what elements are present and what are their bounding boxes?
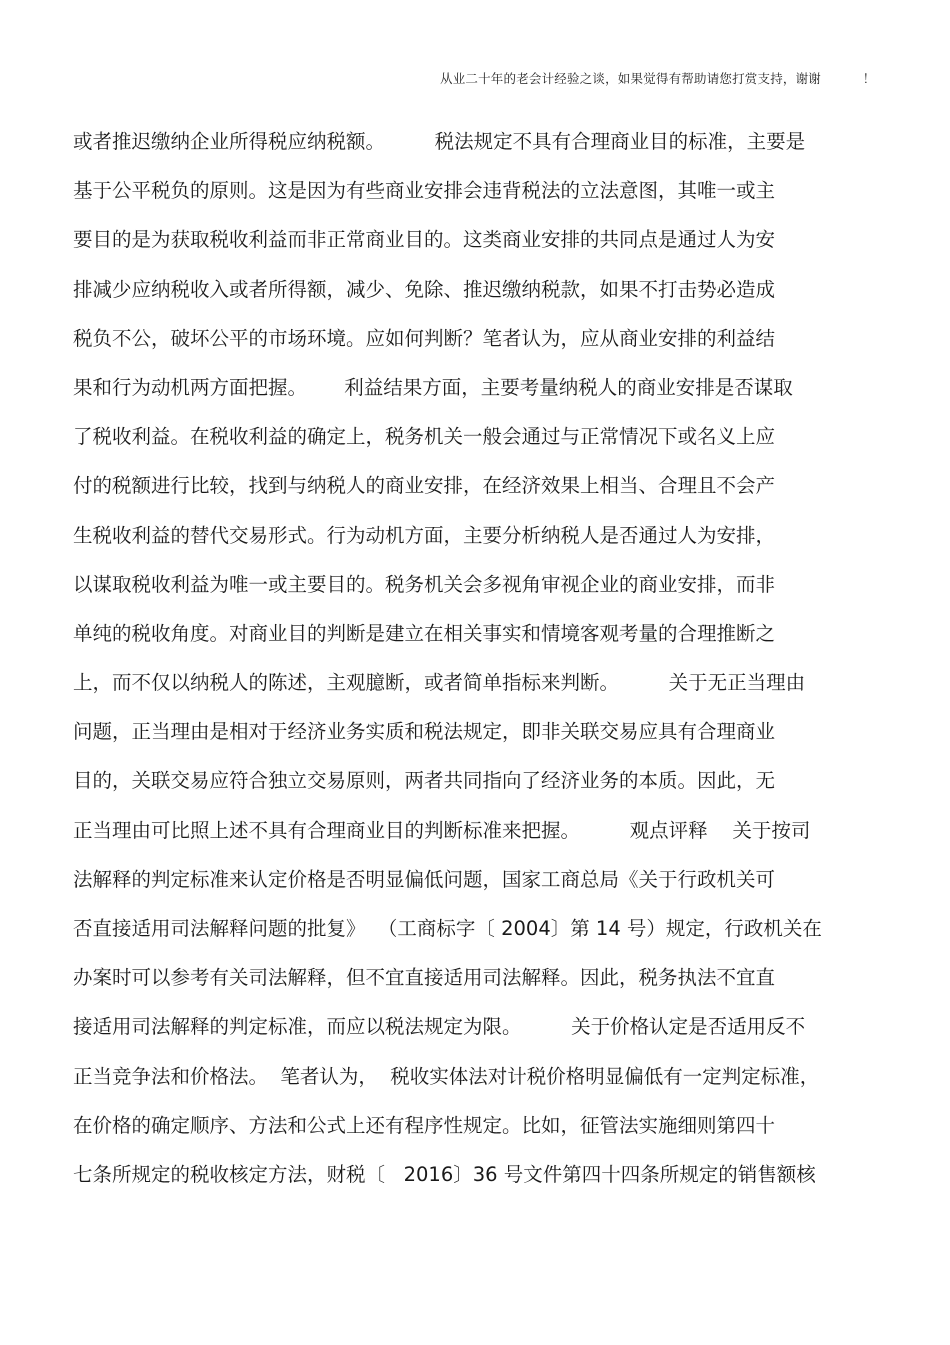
text-line: 税负不公，破坏公平的市场环境。应如何判断？笔者认为，应从商业安排的利益结 [73, 326, 776, 350]
text-line: 以谋取税收利益为唯一或主要目的。税务机关会多视角审视企业的商业安排，而非 [73, 572, 776, 596]
text-line: 基于公平税负的原则。这是因为有些商业安排会违背税法的立法意图，其唯一或主 [73, 179, 776, 203]
text-line: 生税收利益的替代交易形式。行为动机方面，主要分析纳税人是否通过人为安排， [73, 523, 776, 547]
text-line: 接适用司法解释的判定标准，而应以税法规定为限。 关于价格认定是否适用反不 [73, 1015, 806, 1039]
text-line: 法解释的判定标准来认定价格是否明显偏低问题，国家工商总局《关于行政机关可 [73, 867, 776, 891]
text-line: 果和行为动机两方面把握。 利益结果方面，主要考量纳税人的商业安排是否谋取 [73, 375, 793, 399]
text-line: 或者推迟缴纳企业所得税应纳税额。 税法规定不具有合理商业目的标准，主要是 [73, 130, 806, 153]
text-line: 目的，关联交易应符合独立交易原则，两者共同指向了经济业务的本质。因此，无 [73, 769, 776, 793]
text-line: 否直接适用司法解释问题的批复》 （工商标字〔 2004〕第 14 号）规定，行政机关在 [73, 917, 822, 940]
header-note: 从业二十年的老会计经验之谈，如果觉得有帮助请您打赏支持，谢谢 ！ [440, 71, 876, 86]
text-line: 在价格的确定顺序、方法和公式上还有程序性规定。比如，征管法实施细则第四十 [73, 1113, 776, 1137]
body-text [73, 124, 873, 1206]
text-line: 单纯的税收角度。对商业目的判断是建立在相关事实和情境客观考量的合理推断之 [73, 621, 776, 645]
text-line: 办案时可以参考有关司法解释，但不宜直接适用司法解释。因此，税务执法不宜直 [73, 966, 776, 990]
text-line: 问题，正当理由是相对于经济业务实质和税法规定，即非关联交易应具有合理商业 [73, 720, 776, 744]
text-line: 排减少应纳税收入或者所得额，减少、免除、推迟缴纳税款，如果不打击势必造成 [73, 277, 776, 301]
text-line: 了税收利益。在税收利益的确定上，税务机关一般会通过与正常情况下或名义上应 [73, 425, 776, 449]
text-line: 上，而不仅以纳税人的陈述，主观臆断，或者简单指标来判断。 关于无正当理由 [73, 671, 806, 695]
text-line: 付的税额进行比较，找到与纳税人的商业安排，在经济效果上相当、合理且不会产 [73, 474, 776, 498]
text-line: 正当理由可比照上述不具有合理商业目的判断标准来把握。 观点评释 关于按司 [73, 818, 811, 842]
text-line: 七条所规定的税收核定方法，财税〔 2016〕36 号文件第四十四条所规定的销售额核 [73, 1162, 816, 1186]
text-line: 要目的是为获取税收利益而非正常商业目的。这类商业安排的共同点是通过人为安 [73, 228, 776, 252]
text-line: 正当竞争法和价格法。 笔者认为， 税收实体法对计税价格明显偏低有一定判定标准， [73, 1064, 820, 1088]
